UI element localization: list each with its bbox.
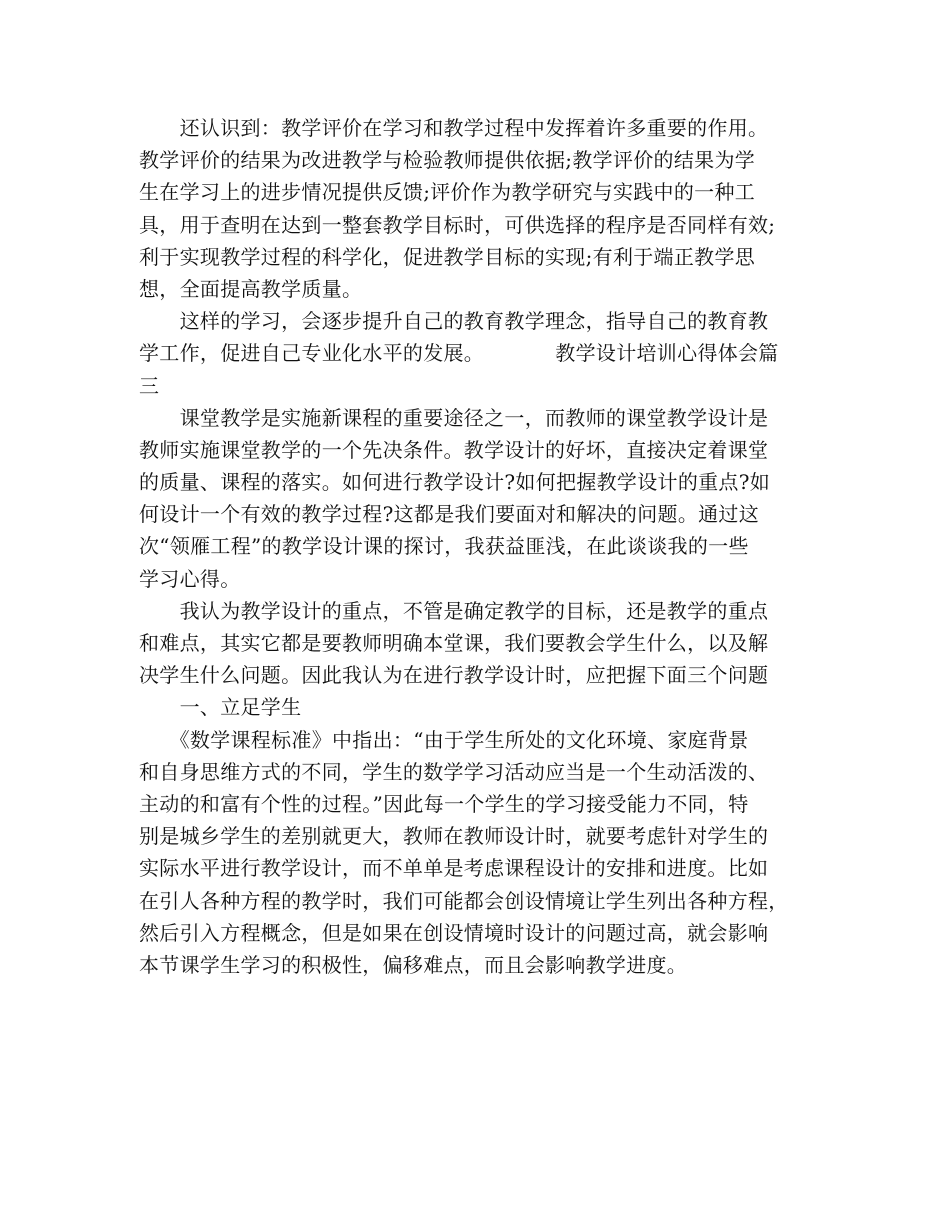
text-line: 还认识到：教学评价在学习和教学过程中发挥着许多重要的作用。 — [139, 116, 769, 140]
text-line: 想，全面提高教学质量。 — [139, 276, 363, 301]
text-line: 实际水平进行教学设计，而不单单是考虑课程设计的安排和进度。比如 — [139, 856, 769, 881]
text-line: 次“领雁工程”的教学设计课的探讨，我获益匪浅，在此谈谈我的一些 — [139, 534, 749, 559]
text-line: 《数学课程标准》中指出：“由于学生所处的文化环境、家庭背景 — [139, 727, 749, 752]
text-line: 和难点，其实它都是要教师明确本堂课，我们要教会学生什么，以及解 — [139, 631, 769, 655]
text-line: 决学生什么问题。因此我认为在进行教学设计时，应把握下面三个问题 — [139, 663, 769, 688]
text-line: 课堂教学是实施新课程的重要途径之一，而教师的课堂教学设计是 — [139, 405, 769, 430]
text-line: 这样的学习，会逐步提升自己的教育教学理念，指导自己的教育教 — [139, 309, 769, 334]
text-line: 具，用于查明在达到一整套教学目标时，可供选择的程序是否同样有效; — [139, 212, 776, 237]
text-line: 教学评价的结果为改进教学与检验教师提供依据;教学评价的结果为学 — [139, 148, 756, 173]
text-line: 的质量、课程的落实。如何进行教学设计?如何把握教学设计的重点?如 — [139, 470, 771, 495]
document-body — [139, 112, 819, 981]
text-line: 主动的和富有个性的过程。”因此每一个学生的学习接受能力不同，特 — [139, 791, 749, 816]
text-line: 三 — [139, 373, 160, 398]
text-line: 利于实现教学过程的科学化，促进教学目标的实现;有利于端正教学思 — [139, 244, 756, 269]
text-line: 何设计一个有效的教学过程?这都是我们要面对和解决的问题。通过这 — [139, 502, 760, 527]
text-line: 教师实施课堂教学的一个先决条件。教学设计的好坏，直接决定着课堂 — [139, 437, 769, 462]
section-heading: 一、立足学生 — [139, 695, 302, 720]
text-line: 别是城乡学生的差别就更大，教师在教师设计时，就要考虑针对学生的 — [139, 824, 769, 849]
text-line: 本节课学生学习的积极性，偏移难点，而且会影响教学进度。 — [139, 952, 688, 977]
text-line: 然后引入方程概念，但是如果在创设情境时设计的问题过高，就会影响 — [139, 920, 769, 945]
text-line: 和自身思维方式的不同，学生的数学学习活动应当是一个生动活泼的、 — [139, 759, 769, 784]
text-line: 在引人各种方程的教学时，我们可能都会创设情境让学生列出各种方程， — [139, 888, 789, 913]
text-line: 我认为教学设计的重点，不管是确定教学的目标，还是教学的重点 — [139, 598, 769, 623]
text-line: 学工作，促进自己专业化水平的发展。 教学设计培训心得体会篇 — [139, 341, 779, 366]
text-line: 学习心得。 — [139, 566, 241, 591]
text-line: 生在学习上的进步情况提供反馈;评价作为教学研究与实践中的一种工 — [139, 180, 756, 205]
